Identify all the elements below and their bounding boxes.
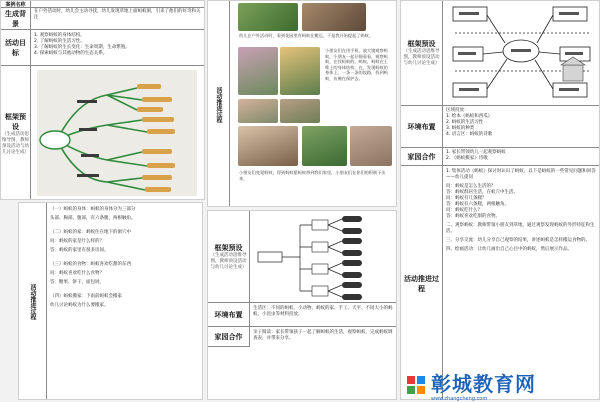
frame-row [1,66,204,200]
family-text-5: 亲子阅读：家长带领孩子一起了解蚂蚁的生活，观察蚂蚁，完成蚂蚁调查表，并带来分享。 [253,330,393,341]
frame-subtitle: （生成活动思维导图，教师预设活动与幼儿讨论生成） [2,131,29,155]
case-name-label: 案例名称 [1,1,31,7]
tree-diagram [252,213,396,301]
env-line: 4. 语言区：蚂蚁的诗歌 [446,132,493,137]
env-row-5 [208,303,396,327]
env-line: 区域投放： [446,108,469,113]
watermark-logo-icon [405,374,427,396]
family-line: 2. 《蚂蚁搬家》诗歌 [446,156,488,161]
frame-row-3 [401,1,599,106]
env-line: 2. 蚂蚁的生活习性 [446,120,484,125]
env-line: 3. 蚂蚁的种类 [446,126,475,131]
process-label-2: 活动推进过程 [208,1,230,207]
process4-line: 问：蚂蚁的家是什么样的？ [50,239,104,244]
document-page-5 [207,210,397,400]
frame-label [1,66,31,200]
document-page-3 [400,0,600,400]
concept-map-diagram [445,3,599,103]
frame-label-5 [208,211,250,302]
process-line: 问：蚂蚁有几条腿？ [446,196,487,201]
photo-kids-2 [280,47,320,95]
process-text-3 [443,166,599,400]
process4-line: 幼儿讨论蚂蚁为什么要搬家。 [50,303,109,308]
photo-leaf-ant [302,126,347,166]
process4-line: （二）蚂蚁的家：蚂蚁住在地下的洞穴中 [50,230,131,235]
process-line: 二、观察蚂蚁：教师带领小朋友到草地，通过观察发现蚂蚁的外形特征和生活。 [446,223,595,234]
photo-kids-6 [350,126,392,166]
process4-line: （一）蚂蚁的身体：蚂蚁的身体分为三部分 [50,207,136,212]
process4-line: 答：糖果、饼干、面包屑。 [50,280,104,285]
process-line: 三、分享交流：幼儿分享自己观察的结果，讲述蚂蚁是怎样搬运食物的。 [446,238,590,243]
frame-row-5 [208,211,396,303]
family-line: 1. 家长带领幼儿一起观察蚂蚁 [446,150,506,155]
process-line: 问：蚂蚁吃什么？ [446,208,482,213]
process4-line: （三）蚂蚁的食物：蚂蚁喜欢吃甜的东西 [50,262,131,267]
family-label-5: 家园合作 [208,327,250,347]
process4-line: （四）蚂蚁搬家：下雨前蚂蚁会搬家 [50,294,122,299]
mind-map-drawing [37,70,197,196]
watermark-url: www.zhangcheng.com [431,396,488,402]
goal-item: 1. 观察蚂蚁的身体结构。 [34,33,85,38]
watermark [405,372,600,402]
process4-line: 头部、胸部、腹部，有六条腿，两根触角。 [50,216,136,221]
process-line: 四、绘画活动：让幼儿画出自己心目中的蚂蚁，然后展示作品。 [446,247,572,252]
frame-title-5: 框架预设 [214,243,243,252]
family-label-3: 家园合作 [401,148,443,165]
goals-row [1,30,204,66]
env-label-5: 环境布置 [208,303,250,326]
goals-list [31,30,204,65]
env-text-5: 生活区：不同的蚂蚁、小动物、蚂蚁的家、手工、天平、不同大小的蚂蚁、小昆虫等材料投放。 [253,306,393,317]
background-text: 在户外活动时，幼儿会主动寻找，幼儿发现草地上面蚂蚁洞，引来了他们的好奇和关注 [34,9,201,20]
background-row [1,8,204,30]
document-page-4 [18,202,203,400]
env-list-3 [443,106,599,147]
document-page-2 [207,0,397,207]
mind-map-photo [37,70,197,196]
frame-subtitle-3: （生成活动思维导图，教师预设活动与幼儿讨论生成） [403,49,440,66]
goals-label: 活动目标 [1,30,31,65]
frame-label-3 [401,1,443,105]
frame-title-3: 框架预设 [407,40,436,48]
env-line: 1. 绘本《蚂蚁和西瓜》 [446,114,493,119]
watermark-text: 彰城教育网 [431,372,536,396]
background-label: 生成背景 [1,8,31,29]
process-intro: 1. 集体活动《蚂蚁》探讨时认识了蚂蚁，以下是蚂蚁的一些常见问题和回答——幼儿提问 [446,169,596,180]
photo-children-ground [302,3,366,31]
photo-kids-1 [238,47,278,95]
document-page-1 [0,0,205,200]
goal-item: 4. 探索蚂蚁与其他动物的生态关系。 [34,51,108,56]
family-row-5 [208,327,396,400]
photo-kids-4 [280,99,320,123]
process-line: 问：蚂蚁是怎么生活的？ [446,184,496,189]
goal-item: 3. 了解蚂蚁的生长变化：生命周期，生命繁殖。 [34,45,130,50]
photo-kids-5 [238,126,298,166]
env-label-3: 环境布置 [401,106,443,147]
process-line: 答：蚂蚁群居生活，在蚁穴中生活。 [446,190,518,195]
family-list-3 [443,148,599,165]
photo-children-garden [238,3,298,31]
case-name-row [1,1,204,8]
goal-item: 2. 了解蚂蚁的生活习性。 [34,39,85,44]
process-label-4: 活动推进过程 [19,203,47,400]
process-label-3: 活动推进过程 [401,166,443,400]
caption-2: 小朋友们在用手机、放大镜观察蚂蚁，小朋友一起仔细看看，观察蚂蚁，在找蚂蚁的，蚂蚁，蚂蚁在土堆上的身体结构，在，发现蚂蚁的身体上，一条一条的纹路，找到蚂蚁，仿佛在保护去。 [325,48,388,81]
process-line: 答：蚂蚁喜欢吃甜的食物。 [446,214,500,219]
caption-1: 幼儿在户外活动时，看到花园里有蚂蚁在搬运，于是我开始提起了蚂蚁。 [239,33,374,38]
process4-line: 答：蚂蚁的家里有很多房间。 [50,248,109,253]
process-text-4 [47,203,202,399]
env-row-3 [401,106,599,148]
process-row-3 [401,166,599,400]
caption-3: 小朋友们变觉蚂蚁，得到蚂蚁愿蚂蚁带到我们家里，小朋友们在你们的积极下出来， [239,170,386,181]
frame-subtitle-5: （生成活动思维导图，教师预设活动与幼儿讨论生成） [210,252,247,270]
frame-title: 框架预设 [5,112,26,131]
process4-line: 问：蚂蚁喜欢吃什么食物？ [50,271,104,276]
photo-kids-3 [238,99,278,123]
process-line: 答：蚂蚁有六条腿，两根触角。 [446,202,509,207]
family-row-3 [401,148,599,166]
